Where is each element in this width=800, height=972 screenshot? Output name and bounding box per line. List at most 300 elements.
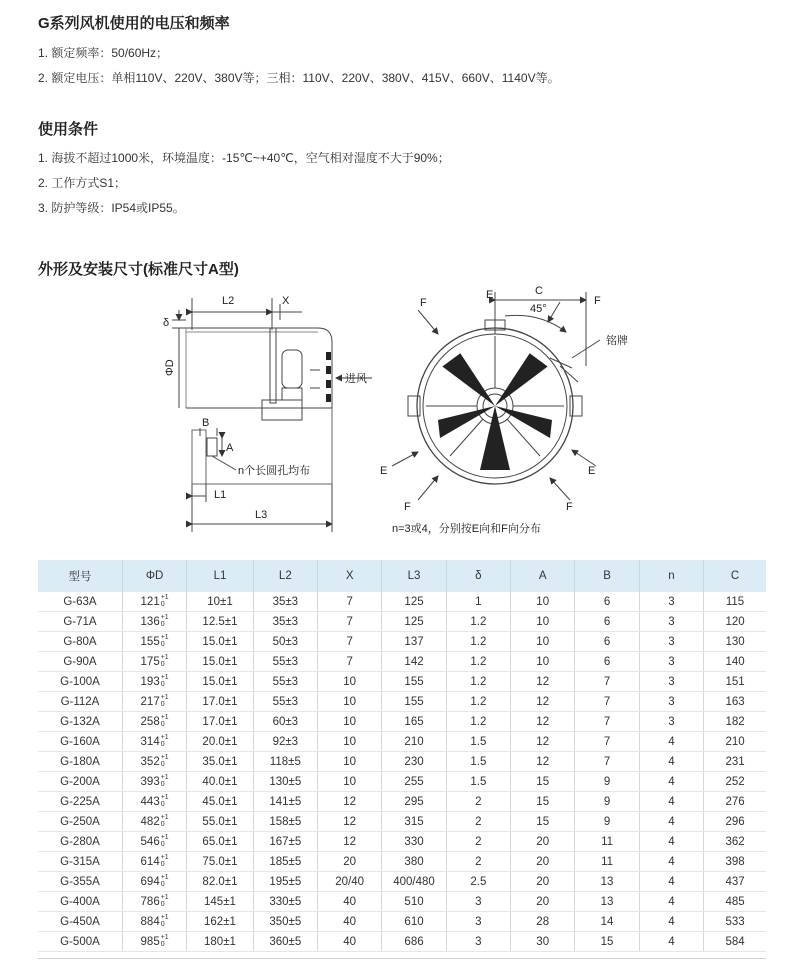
table-cell <box>704 792 766 812</box>
cell-value: 7 <box>603 695 611 708</box>
table-cell <box>704 892 766 912</box>
cell-value: 45.0±1 <box>202 795 238 808</box>
cell-value: 231 <box>725 755 745 768</box>
front-view-note: n=3或4，分别按E向和F向分布 <box>392 523 541 535</box>
cell-value: 115 <box>725 595 745 608</box>
table-cell <box>253 872 317 892</box>
table-cell-model <box>38 892 122 912</box>
table-cell <box>253 612 317 632</box>
table-cell-model <box>38 872 122 892</box>
table-cell <box>704 732 766 752</box>
cell-value: 10 <box>343 775 357 788</box>
cell-value: G-63A <box>63 595 97 608</box>
table-header-row <box>38 560 766 592</box>
tolerance <box>161 634 169 648</box>
cell-value: 400/480 <box>393 875 435 888</box>
cell-value: G-100A <box>60 675 100 688</box>
tolerance-upper: +1 <box>160 654 169 662</box>
cell-value: 694 <box>140 875 160 888</box>
tolerance-lower: 0 <box>160 921 165 929</box>
cell-value: 443 <box>140 795 160 808</box>
table-cell <box>122 592 186 612</box>
table-cell <box>639 752 703 772</box>
cell-value: 2 <box>475 855 482 868</box>
table-row <box>38 932 766 952</box>
cell-value: 158±5 <box>269 815 302 828</box>
cell-value: 380 <box>404 855 424 868</box>
table-cell <box>446 732 510 752</box>
cell-value: 360±5 <box>269 935 302 948</box>
table-cell <box>511 612 575 632</box>
cell-value: 1.5 <box>470 755 487 768</box>
cell-value: 1 <box>475 595 482 608</box>
label-f-bottom-right: F <box>566 501 573 513</box>
cell-value: 155 <box>404 675 424 688</box>
label-f-top-left: F <box>420 297 427 309</box>
table-cell <box>511 652 575 672</box>
tolerance-lower: 0 <box>160 901 165 909</box>
label-e-top: E <box>486 289 494 301</box>
cell-value: 276 <box>725 795 745 808</box>
table-cell <box>704 592 766 612</box>
table-cell <box>704 632 766 652</box>
cell-value: 4 <box>668 735 675 748</box>
table-row <box>38 892 766 912</box>
cell-value: 136 <box>140 615 160 628</box>
cell-value: 75.0±1 <box>202 855 238 868</box>
table-cell <box>318 672 382 692</box>
table-cell <box>511 852 575 872</box>
cell-value: 437 <box>725 875 745 888</box>
cell-value: G-132A <box>60 715 100 728</box>
cell-value: 7 <box>603 675 611 688</box>
table-row <box>38 772 766 792</box>
table-cell <box>704 652 766 672</box>
table-cell <box>187 932 253 952</box>
table-cell <box>704 872 766 892</box>
cell-value: 40 <box>343 915 357 928</box>
cell-value: 884 <box>140 915 160 928</box>
cell-value: 20 <box>343 855 357 868</box>
tolerance-lower: 0 <box>160 881 165 889</box>
table-cell <box>253 852 317 872</box>
cell-value: 15 <box>536 795 550 808</box>
cell-value: G-315A <box>60 855 100 868</box>
table-cell <box>187 812 253 832</box>
table-cell <box>253 812 317 832</box>
cell-value: 10 <box>536 615 550 628</box>
table-cell <box>511 832 575 852</box>
tolerance-lower: 0 <box>160 781 165 789</box>
table-cell <box>318 852 382 872</box>
cell-value: 210 <box>725 735 745 748</box>
cell-value: 182 <box>725 715 745 728</box>
table-cell <box>382 932 446 952</box>
table-cell <box>511 712 575 732</box>
table-row <box>38 872 766 892</box>
cell-value: 137 <box>404 635 424 648</box>
cell-value: 7 <box>346 655 353 668</box>
label-angle: 45° <box>530 303 547 315</box>
tolerance-lower: 0 <box>160 701 165 709</box>
table-cell <box>187 672 253 692</box>
cell-value: 11 <box>601 835 614 848</box>
cell-value: 162±1 <box>204 915 236 928</box>
label-l1: L1 <box>214 489 227 501</box>
table-cell <box>253 632 317 652</box>
tolerance <box>161 914 169 928</box>
table-cell <box>318 772 382 792</box>
conditions-item-1: 1. 海拔不超过1000米，环境温度：-15℃~+40℃，空气相对湿度不大于90%； <box>38 151 450 165</box>
tolerance-upper: +1 <box>160 914 169 922</box>
table-cell <box>639 732 703 752</box>
table-cell <box>122 812 186 832</box>
cell-value: 180±1 <box>204 935 236 948</box>
table-cell <box>446 892 510 912</box>
table-cell <box>318 712 382 732</box>
tolerance-lower: 0 <box>160 721 165 729</box>
table-cell <box>639 632 703 652</box>
table-cell <box>122 752 186 772</box>
label-e-right: E <box>588 465 596 477</box>
cell-value: 10 <box>343 675 357 688</box>
cell-value: 546 <box>140 835 160 848</box>
table-cell <box>704 752 766 772</box>
label-a: A <box>226 442 234 454</box>
cell-value: 10 <box>536 595 550 608</box>
table-cell <box>122 692 186 712</box>
cell-value: 35±3 <box>272 615 299 628</box>
table-cell <box>187 632 253 652</box>
table-cell <box>575 832 639 852</box>
tolerance-upper: +1 <box>160 854 169 862</box>
table-cell <box>446 852 510 872</box>
cell-value: 12 <box>536 675 550 688</box>
cell-value: 12 <box>343 835 357 848</box>
table-cell <box>704 672 766 692</box>
table-cell <box>122 872 186 892</box>
table-cell <box>253 832 317 852</box>
cell-value: 125 <box>404 595 424 608</box>
cell-value: 30 <box>536 935 550 948</box>
table-cell <box>122 932 186 952</box>
table-row <box>38 852 766 872</box>
table-cell <box>639 712 703 732</box>
table-cell <box>187 652 253 672</box>
cell-value: 15 <box>536 775 550 788</box>
cell-value: 12 <box>536 695 550 708</box>
table-cell <box>511 672 575 692</box>
cell-value: G-80A <box>63 635 97 648</box>
cell-value: 4 <box>668 815 675 828</box>
table-cell <box>318 812 382 832</box>
cell-value: 120 <box>725 615 745 628</box>
tolerance-upper: +1 <box>160 694 169 702</box>
table-cell <box>575 652 639 672</box>
cell-value: 10 <box>536 655 550 668</box>
cell-value: 20.0±1 <box>202 735 238 748</box>
cell-value: 6 <box>603 635 611 648</box>
table-cell <box>446 632 510 652</box>
table-cell <box>511 932 575 952</box>
table-cell <box>639 672 703 692</box>
cell-value: 510 <box>404 895 424 908</box>
table-cell <box>639 592 703 612</box>
table-cell <box>187 752 253 772</box>
cell-value: 7 <box>346 615 353 628</box>
table-cell <box>575 712 639 732</box>
cell-value: 4 <box>668 835 675 848</box>
table-cell <box>318 932 382 952</box>
table-cell <box>122 612 186 632</box>
cell-value: G-225A <box>60 795 100 808</box>
conditions-item-3: 3. 防护等级：IP54或IP55。 <box>38 201 185 215</box>
cell-value: 193 <box>140 675 160 688</box>
table-cell <box>575 632 639 652</box>
cell-value: 1.2 <box>470 715 487 728</box>
table-row <box>38 912 766 932</box>
cell-value: 7 <box>346 595 353 608</box>
cell-value: 3 <box>475 915 482 928</box>
table-cell <box>704 772 766 792</box>
table-header: A <box>511 560 575 592</box>
table-cell <box>318 592 382 612</box>
conditions-item-2: 2. 工作方式S1； <box>38 176 127 190</box>
table-cell <box>318 612 382 632</box>
cell-value: 125 <box>404 615 424 628</box>
tolerance <box>161 674 169 688</box>
cell-value: 12 <box>536 755 550 768</box>
table-header: X <box>318 560 382 592</box>
dimensions-section-title: 外形及安装尺寸(标准尺寸A型) <box>38 261 239 278</box>
table-cell <box>382 772 446 792</box>
cell-value: 12.5±1 <box>202 615 238 628</box>
cell-value: G-90A <box>63 655 97 668</box>
table-cell <box>187 852 253 872</box>
tolerance-upper: +1 <box>160 834 169 842</box>
table-cell <box>382 612 446 632</box>
tolerance-lower: 0 <box>160 681 165 689</box>
table-cell <box>639 812 703 832</box>
cell-value: 255 <box>404 775 424 788</box>
label-b: B <box>202 417 210 429</box>
voltage-item-1: 1. 额定频率：50/60Hz； <box>38 46 169 60</box>
table-cell-model <box>38 592 122 612</box>
cell-value: 140 <box>725 655 745 668</box>
cell-value: 4 <box>668 795 675 808</box>
table-cell <box>446 752 510 772</box>
cell-value: 130 <box>725 635 745 648</box>
table-cell <box>575 732 639 752</box>
label-e-left: E <box>380 465 388 477</box>
cell-value: 3 <box>475 935 482 948</box>
cell-value: 15.0±1 <box>202 635 238 648</box>
table-cell <box>446 692 510 712</box>
tolerance <box>161 714 169 728</box>
cell-value: 533 <box>725 915 745 928</box>
cell-value: G-160A <box>60 735 100 748</box>
table-header: B <box>575 560 639 592</box>
tolerance-lower: 0 <box>160 821 165 829</box>
table-cell <box>318 872 382 892</box>
cell-value: 393 <box>140 775 160 788</box>
table-cell <box>382 792 446 812</box>
label-l3: L3 <box>255 509 268 521</box>
cell-value: 350±5 <box>269 915 302 928</box>
table-cell-model <box>38 932 122 952</box>
table-cell <box>639 892 703 912</box>
table-cell <box>639 612 703 632</box>
table-row <box>38 652 766 672</box>
table-cell <box>253 672 317 692</box>
cell-value: 167±5 <box>269 835 302 848</box>
table-cell <box>253 652 317 672</box>
table-cell <box>446 612 510 632</box>
cell-value: G-280A <box>60 835 100 848</box>
cell-value: 60±3 <box>272 715 299 728</box>
side-view-dashes <box>326 352 331 402</box>
cell-value: 1.2 <box>470 675 487 688</box>
table-cell <box>511 592 575 612</box>
cell-value: 210 <box>404 735 424 748</box>
cell-value: 9 <box>603 815 611 828</box>
table-row <box>38 832 766 852</box>
tolerance-upper: +1 <box>160 754 169 762</box>
cell-value: 6 <box>603 655 611 668</box>
cell-value: 485 <box>725 895 745 908</box>
table-cell <box>511 872 575 892</box>
cell-value: 15.0±1 <box>202 675 238 688</box>
table-cell <box>318 732 382 752</box>
table-cell <box>446 592 510 612</box>
cell-value: 40.0±1 <box>202 775 238 788</box>
table-header: L1 <box>187 560 253 592</box>
table-cell <box>446 812 510 832</box>
cell-value: 352 <box>140 755 160 768</box>
table-cell <box>382 852 446 872</box>
side-view <box>172 298 332 532</box>
cell-value: 55±3 <box>272 675 299 688</box>
table-cell <box>122 672 186 692</box>
tolerance-upper: +1 <box>160 934 169 942</box>
cell-value: 10 <box>343 735 357 748</box>
cell-value: 1.2 <box>470 655 487 668</box>
table-cell-model <box>38 732 122 752</box>
table-cell <box>318 792 382 812</box>
label-c: C <box>535 285 543 297</box>
tolerance-upper: +1 <box>160 794 169 802</box>
table-row <box>38 592 766 612</box>
tolerance-lower: 0 <box>160 941 165 949</box>
cell-value: 155 <box>140 635 160 648</box>
table-cell <box>122 852 186 872</box>
cell-value: 258 <box>140 715 160 728</box>
table-cell <box>318 752 382 772</box>
table-cell <box>575 672 639 692</box>
table-cell <box>511 772 575 792</box>
cell-value: 13 <box>600 875 614 888</box>
cell-value: 1.5 <box>470 735 487 748</box>
cell-value: 4 <box>668 855 675 868</box>
tolerance-upper: +1 <box>160 674 169 682</box>
table-cell <box>122 792 186 812</box>
table-cell <box>382 732 446 752</box>
table-cell <box>187 692 253 712</box>
table-row <box>38 632 766 652</box>
table-cell <box>187 912 253 932</box>
table-header: n <box>639 560 703 592</box>
cell-value: 4 <box>668 915 675 928</box>
cell-value: 4 <box>668 875 675 888</box>
table-cell <box>253 692 317 712</box>
cell-value: 330±5 <box>269 895 302 908</box>
cell-value: 145±1 <box>204 895 236 908</box>
tolerance-lower: 0 <box>160 801 165 809</box>
table-cell <box>382 872 446 892</box>
table-row <box>38 792 766 812</box>
cell-value: 1.2 <box>470 695 487 708</box>
cell-value: 12 <box>536 735 550 748</box>
tolerance-upper: +1 <box>160 894 169 902</box>
table-cell-model <box>38 692 122 712</box>
table-cell <box>187 592 253 612</box>
table-cell <box>639 912 703 932</box>
cell-value: 315 <box>404 815 424 828</box>
cell-value: 17.0±1 <box>202 715 238 728</box>
table-cell <box>122 912 186 932</box>
table-cell <box>704 912 766 932</box>
cell-value: 15 <box>600 935 614 948</box>
cell-value: 141±5 <box>269 795 302 808</box>
table-cell <box>446 792 510 812</box>
cell-value: 185±5 <box>269 855 302 868</box>
cell-value: 3 <box>668 715 675 728</box>
cell-value: 330 <box>404 835 424 848</box>
cell-value: G-500A <box>60 935 100 948</box>
cell-value: 3 <box>668 695 675 708</box>
table-cell <box>187 612 253 632</box>
cell-value: 12 <box>343 795 357 808</box>
cell-value: 1.2 <box>470 615 487 628</box>
table-cell <box>382 652 446 672</box>
cell-value: 7 <box>603 735 611 748</box>
tolerance <box>161 894 169 908</box>
cell-value: 118±5 <box>269 755 301 768</box>
cell-value: 985 <box>140 935 160 948</box>
table-cell <box>187 712 253 732</box>
table-cell <box>187 832 253 852</box>
table-cell <box>122 772 186 792</box>
table-cell <box>704 852 766 872</box>
tolerance-lower: 0 <box>160 841 165 849</box>
cell-value: 610 <box>404 915 424 928</box>
table-cell <box>122 652 186 672</box>
cell-value: 55±3 <box>272 695 299 708</box>
cell-value: 20 <box>536 895 550 908</box>
table-cell <box>639 772 703 792</box>
cell-value: 40 <box>343 895 357 908</box>
tolerance <box>161 814 169 828</box>
label-f-top-right: F <box>594 295 601 307</box>
table-cell <box>253 772 317 792</box>
table-cell-model <box>38 832 122 852</box>
cell-value: 10 <box>536 635 550 648</box>
cell-value: 175 <box>140 655 160 668</box>
cell-value: 252 <box>725 775 745 788</box>
label-phid: ΦD <box>164 359 176 376</box>
cell-value: 55±3 <box>272 655 299 668</box>
cell-value: 82.0±1 <box>202 875 238 888</box>
